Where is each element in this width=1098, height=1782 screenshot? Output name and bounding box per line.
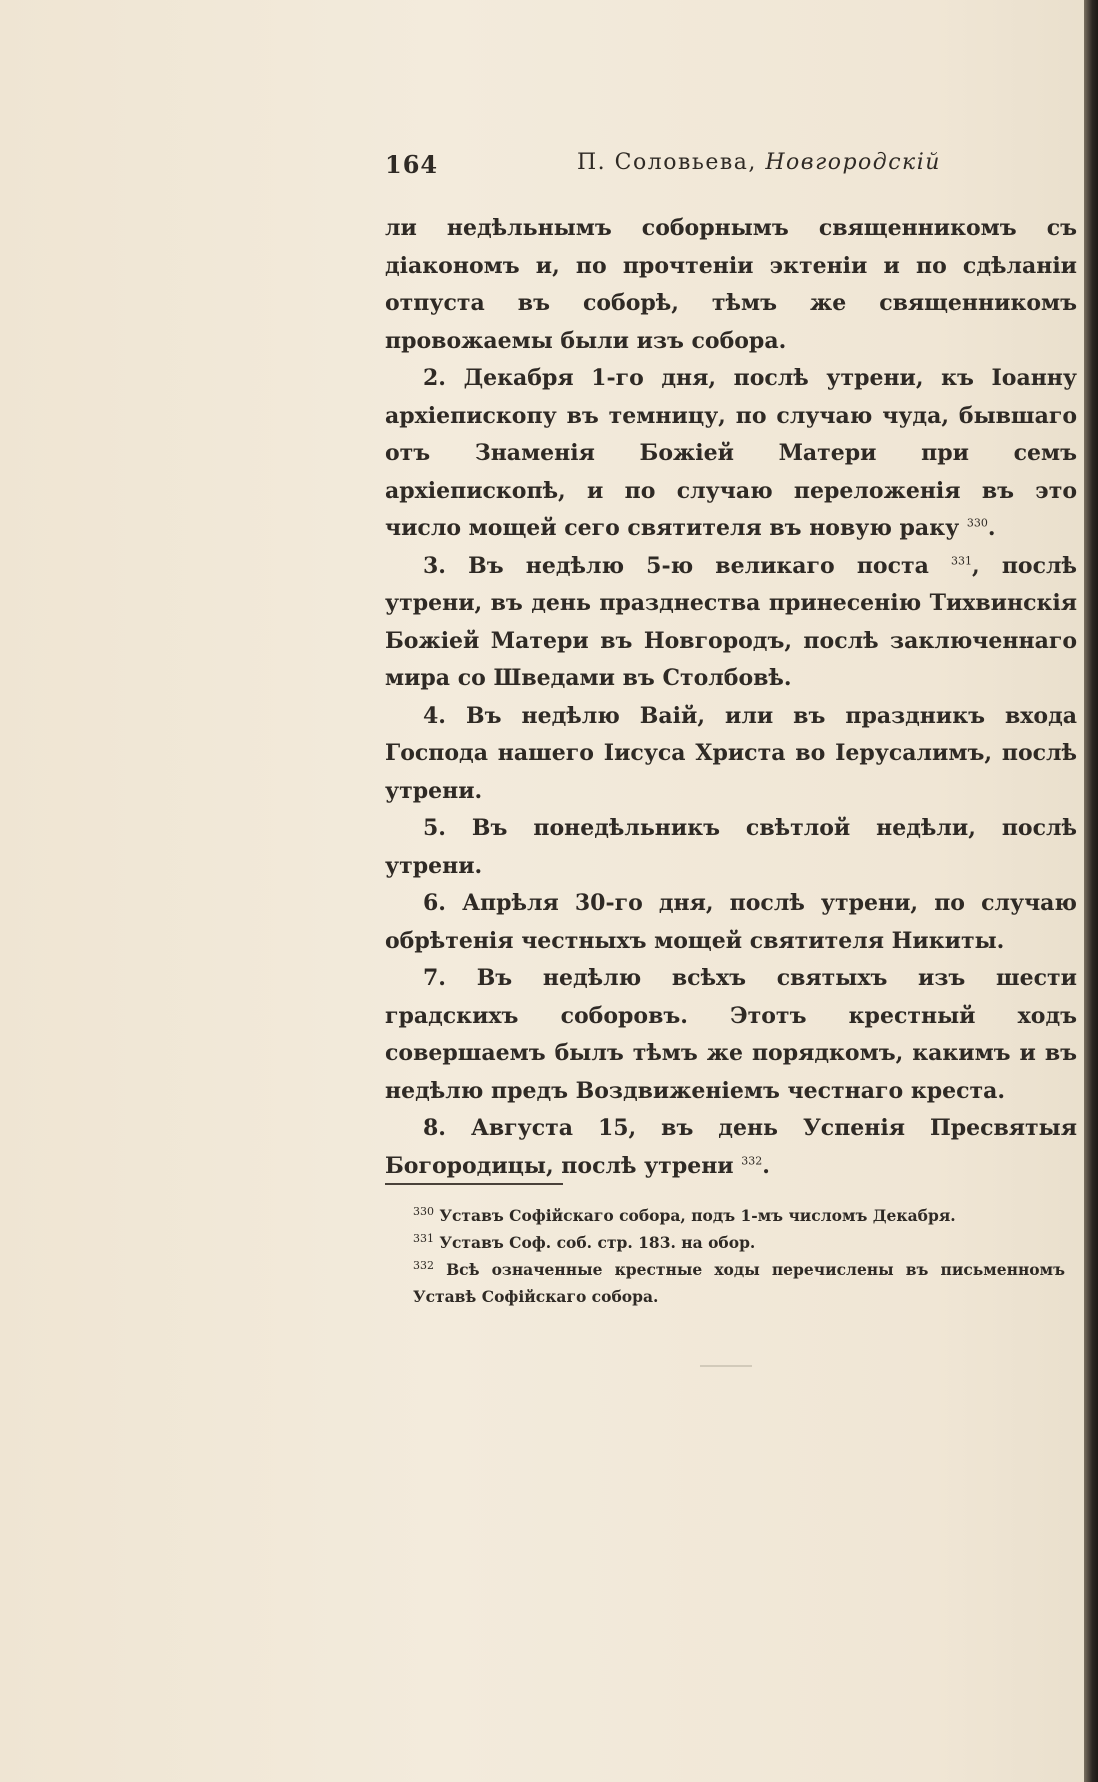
item-number: 4. [423, 702, 446, 729]
list-item-8 [385, 1110, 1077, 1185]
paragraph-text: Въ недѣлю Ваій, или въ праздникъ входа Господа нашего Іисуса Христа во Іерусалимъ, послѣ утрени. [385, 702, 1077, 804]
list-item-2 [385, 360, 1077, 548]
paragraph-tail: . [987, 515, 996, 541]
footnote-330 [413, 1202, 1065, 1229]
item-number: 3. [423, 552, 446, 579]
main-text [385, 210, 1077, 1185]
footnote-mark: 330 [413, 1204, 434, 1218]
footnote-text: Уставъ Соф. соб. стр. 183. на обор. [439, 1233, 756, 1252]
footnote-ref: 331 [951, 554, 973, 568]
list-item-4 [385, 698, 1077, 811]
footnote-332 [413, 1256, 1065, 1310]
paragraph-text: ли недѣльнымъ соборнымъ священникомъ съ діакономъ и, по прочтеніи эктеніи и по сдѣланіи отпуста въ соборѣ, тѣмъ же священникомъ провожаемы были изъ собора. [385, 215, 1077, 354]
footnote-ref: 332 [741, 1154, 763, 1168]
item-number: 5. [423, 815, 446, 841]
running-title-italic: Новгородскій [765, 150, 941, 175]
paragraph-text: Въ понедѣльникъ свѣтлой недѣли, послѣ утрени. [385, 815, 1077, 879]
page-number: 164 [385, 150, 439, 179]
page-edge-shadow [1084, 0, 1098, 1782]
item-number: 8. [423, 1115, 446, 1141]
footnote-text: Всѣ означенные крестные ходы перечислены въ письменномъ Уставѣ Софійскаго собора. [413, 1260, 1065, 1306]
footnote-text: Уставъ Софійскаго собора, подъ 1-мъ числомъ Декабря. [439, 1206, 956, 1225]
paragraph-text: Въ недѣлю 5-ю великаго поста [468, 552, 929, 579]
footnote-mark: 331 [413, 1231, 434, 1245]
list-item-5 [385, 810, 1077, 885]
paragraph-text: Апрѣля 30-го дня, послѣ утрени, по случаю обрѣтенія честныхъ мощей святителя Никиты. [385, 890, 1077, 954]
paragraph-text: Въ недѣлю всѣхъ святыхъ изъ шести градскихъ соборовъ. Этотъ крестный ходъ совершаемъ былъ тѣмъ же порядкомъ, какимъ и въ недѣлю предъ Воздвиженіемъ честнаго креста. [385, 965, 1077, 1104]
paragraph-text: Августа 15, въ день Успенія Пресвятыя Богородицы, послѣ утрени [385, 1115, 1077, 1179]
footnote-331 [413, 1229, 1065, 1256]
paragraph-continued [385, 210, 1077, 360]
footnote-mark: 332 [413, 1258, 434, 1272]
running-header [385, 150, 1075, 182]
item-number: 2. [423, 365, 446, 391]
list-item-7 [385, 960, 1077, 1110]
item-number: 6. [423, 890, 446, 916]
paragraph-tail: . [762, 1152, 770, 1179]
item-number: 7. [423, 965, 446, 991]
footnote-ref: 330 [966, 516, 988, 530]
running-title-author: П. Соловьева, [577, 150, 757, 175]
paragraph-tail: , послѣ утрени, въ день празднества принесенію Тихвинскія Божіей Матери въ Новгородъ, послѣ заключеннаго мира со Шведами въ Столбовѣ. [385, 552, 1077, 691]
footnotes [413, 1202, 1065, 1310]
list-item-6 [385, 885, 1077, 960]
running-title [577, 150, 941, 175]
show-through-mark [700, 1365, 752, 1372]
list-item-3 [385, 548, 1077, 698]
footnote-divider [385, 1183, 563, 1185]
paragraph-text: Декабря 1-го дня, послѣ утрени, къ Іоанну архіепископу въ темницу, по случаю чуда, бывшаго отъ Знаменія Божіей Матери при семъ архіепископѣ, и по случаю переложенія въ это число мощей сего святителя въ новую раку [385, 365, 1077, 541]
